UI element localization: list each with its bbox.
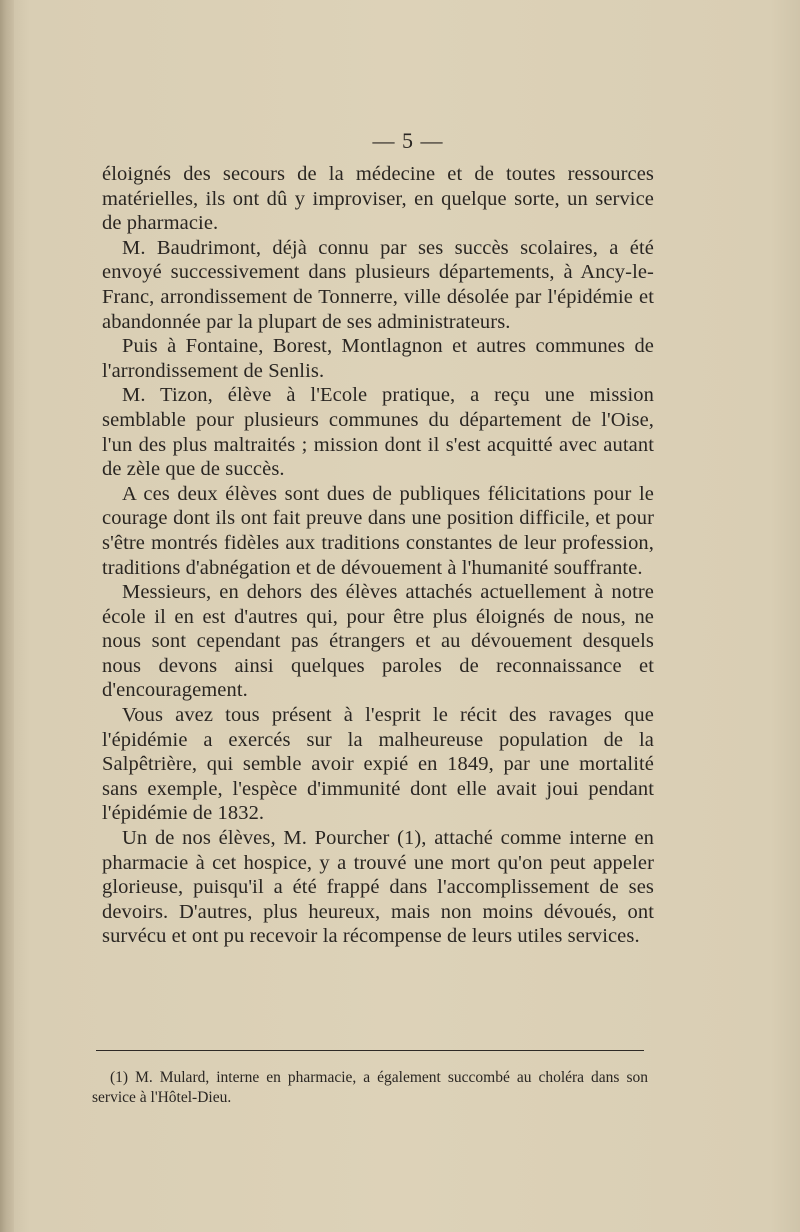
- paragraph-7: Vous avez tous présent à l'esprit le récit des ravages que l'épidémie a exercés sur la malheureuse population de la Salpêtrière, qui semble avoir expié en 1849, par une mortalité sans exemple, l'espèce d'immunité dont elle avait joui pendant l'épidémie de 1832.: [102, 704, 654, 825]
- paragraph-5: A ces deux élèves sont dues de publiques félicitations pour le courage dont ils ont fait preuve dans une position difficile, et pour s'être montrés fidèles aux traditions constantes de leur profession, traditions d'abnégation et de dévouement à l'humanité souffrante.: [102, 482, 654, 579]
- footnote-rule: [96, 1050, 644, 1051]
- paragraph-6: Messieurs, en dehors des élèves attachés actuellement à notre école il en est d'autres qui, pour être plus éloignés de nous, ne nous sont cependant pas étrangers et au dévouement desquels nous devons ainsi quelques paroles de reconnaissance et d'encouragement.: [102, 581, 654, 702]
- body-text: [102, 162, 654, 949]
- footnote: (1) M. Mulard, interne en pharmacie, a également succombé au choléra dans son service à l'Hôtel-Dieu.: [92, 1069, 648, 1106]
- paragraph-4: M. Tizon, élève à l'Ecole pratique, a reçu une mission semblable pour plusieurs communes du département de l'Oise, l'un des plus maltraités ; mission dont il s'est acquitté avec autant de zèle que de succès.: [102, 384, 654, 481]
- paragraph-3: Puis à Fontaine, Borest, Montlagnon et autres communes de l'arrondissement de Senlis.: [102, 335, 654, 382]
- page-number: — 5 —: [372, 128, 444, 153]
- page-binding-edge: [0, 0, 14, 1232]
- paragraph-1: éloignés des secours de la médecine et de toutes ressources matérielles, ils ont dû y improviser, en quelque sorte, un service de pharmacie.: [102, 163, 654, 235]
- paragraph-2: M. Baudrimont, déjà connu par ses succès scolaires, a été envoyé successivement dans plusieurs départements, à Ancy-le-Franc, arrondissement de Tonnerre, ville désolée par l'épidémie et abandonnée par la plupart de ses administrateurs.: [102, 236, 654, 333]
- paragraph-8: Un de nos élèves, M. Pourcher (1), attaché comme interne en pharmacie à cet hospice, y a trouvé une mort qu'on peut appeler glorieuse, puisqu'il a été frappé dans l'accomplissement de ses devoirs. D'autres, plus heureux, mais non moins dévoués, ont survécu et ont pu recevoir la récompense de leurs utiles services.: [102, 827, 654, 948]
